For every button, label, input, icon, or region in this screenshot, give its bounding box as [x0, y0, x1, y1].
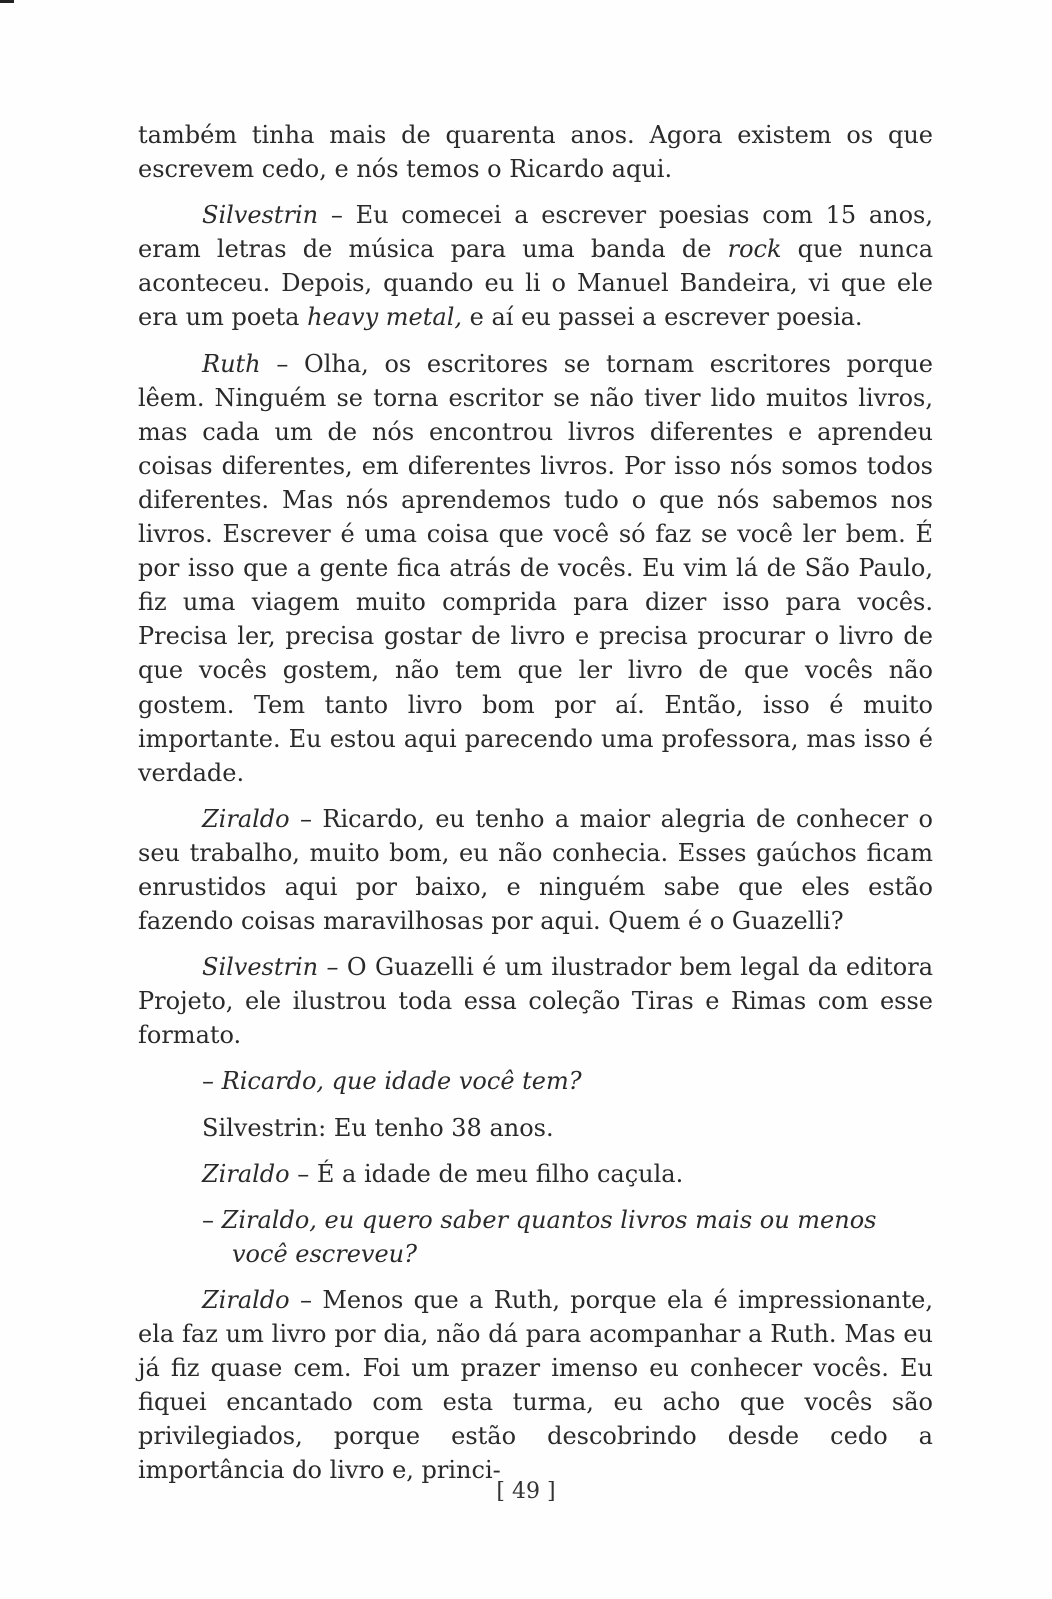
paragraph-text: – Menos que a Ruth, porque ela é impressionante, ela faz um livro por dia, não dá para acompanhar a Ruth. Mas eu já fiz quase cem. Foi um prazer imenso eu conhecer vocês. Eu fiquei encantado com esta turma, eu acho que vocês são privilegiados, porque estão descobrindo desde cedo a importância do livro e, princi- — [138, 1285, 933, 1485]
question-dash: – — [202, 1067, 222, 1096]
paragraph-ruth — [138, 347, 933, 790]
paragraph-text: que nunca aconteceu. Depois, quando eu li o Manuel Bandeira, vi que ele era um poeta — [138, 235, 934, 332]
speaker-name: Ziraldo — [202, 804, 290, 833]
answer-silvestrin: Silvestrin: Eu tenho 38 anos. — [202, 1113, 554, 1142]
paragraph-silvestrin-2 — [138, 950, 933, 1052]
paragraph-text: – É a idade de meu filho caçula. — [289, 1159, 684, 1188]
paragraph-silvestrin-1 — [138, 198, 933, 334]
paragraph-text: – Eu comecei a escrever poesias com 15 anos, eram letras de música para uma banda de — [138, 201, 933, 264]
question-dash: – — [202, 1205, 222, 1234]
body-text — [138, 118, 933, 1499]
paragraph-ziraldo-3 — [138, 1283, 933, 1488]
paragraph-text: e aí eu passei a escrever poesia. — [462, 303, 863, 332]
question-text: Ricardo, que idade você tem? — [221, 1067, 582, 1096]
italic-term: heavy metal, — [307, 303, 462, 332]
paragraph-ziraldo-2 — [138, 1157, 933, 1191]
paragraph-text: – O Guazelli é um ilustrador bem legal da editora Projeto, ele ilustrou toda essa coleção Tiras e Rimas com esse formato. — [138, 953, 933, 1050]
speaker-name: Ruth — [202, 349, 261, 378]
speaker-name: Ziraldo — [202, 1159, 290, 1188]
speaker-name: Ziraldo — [202, 1285, 290, 1314]
question-text: Ziraldo, eu quero saber quantos livros mais ou menos você escreveu? — [221, 1205, 877, 1268]
scan-edge-mark — [0, 0, 14, 3]
paragraph-continuation: também tinha mais de quarenta anos. Agora existem os que escrevem cedo, e nós temos o Ricardo aqui. — [138, 121, 933, 184]
question-2 — [138, 1203, 933, 1271]
speaker-name: Silvestrin — [202, 201, 319, 230]
italic-term: rock — [727, 235, 782, 264]
paragraph-ziraldo-1 — [138, 802, 933, 938]
question-1 — [138, 1064, 933, 1098]
paragraph-text: – Ricardo, eu tenho a maior alegria de conhecer o seu trabalho, muito bom, eu não conhecia. Esses gaúchos ficam enrustidos aqui por baixo, e ninguém sabe que eles estão fazendo coisas maravilhosas por aqui. Quem é o Guazelli? — [138, 804, 933, 936]
speaker-name: Silvestrin — [202, 953, 319, 982]
paragraph-text: – Olha, os escritores se tornam escritores porque lêem. Ninguém se torna escritor se não tiver lido muitos livros, mas cada um de nós encontrou livros diferentes e aprendeu coisas diferentes, em diferentes livros. Por isso nós somos todos diferentes. Mas nós aprendemos tudo o que nós sabemos nos livros. Escrever é uma coisa que você só faz se você ler bem. É por isso que a gente fica atrás de vocês. Eu vim lá de São Paulo, fiz uma viagem muito comprida para dizer isso para vocês. Precisa ler, precisa gostar de livro e precisa procurar o livro de que vocês gostem, não tem que ler livro de que vocês não gostem. Tem tanto livro bom por aí. Então, isso é muito importante. Eu estou aqui parecendo uma professora, mas isso é verdade. — [138, 349, 933, 787]
page-number: [ 49 ] — [496, 1479, 556, 1504]
